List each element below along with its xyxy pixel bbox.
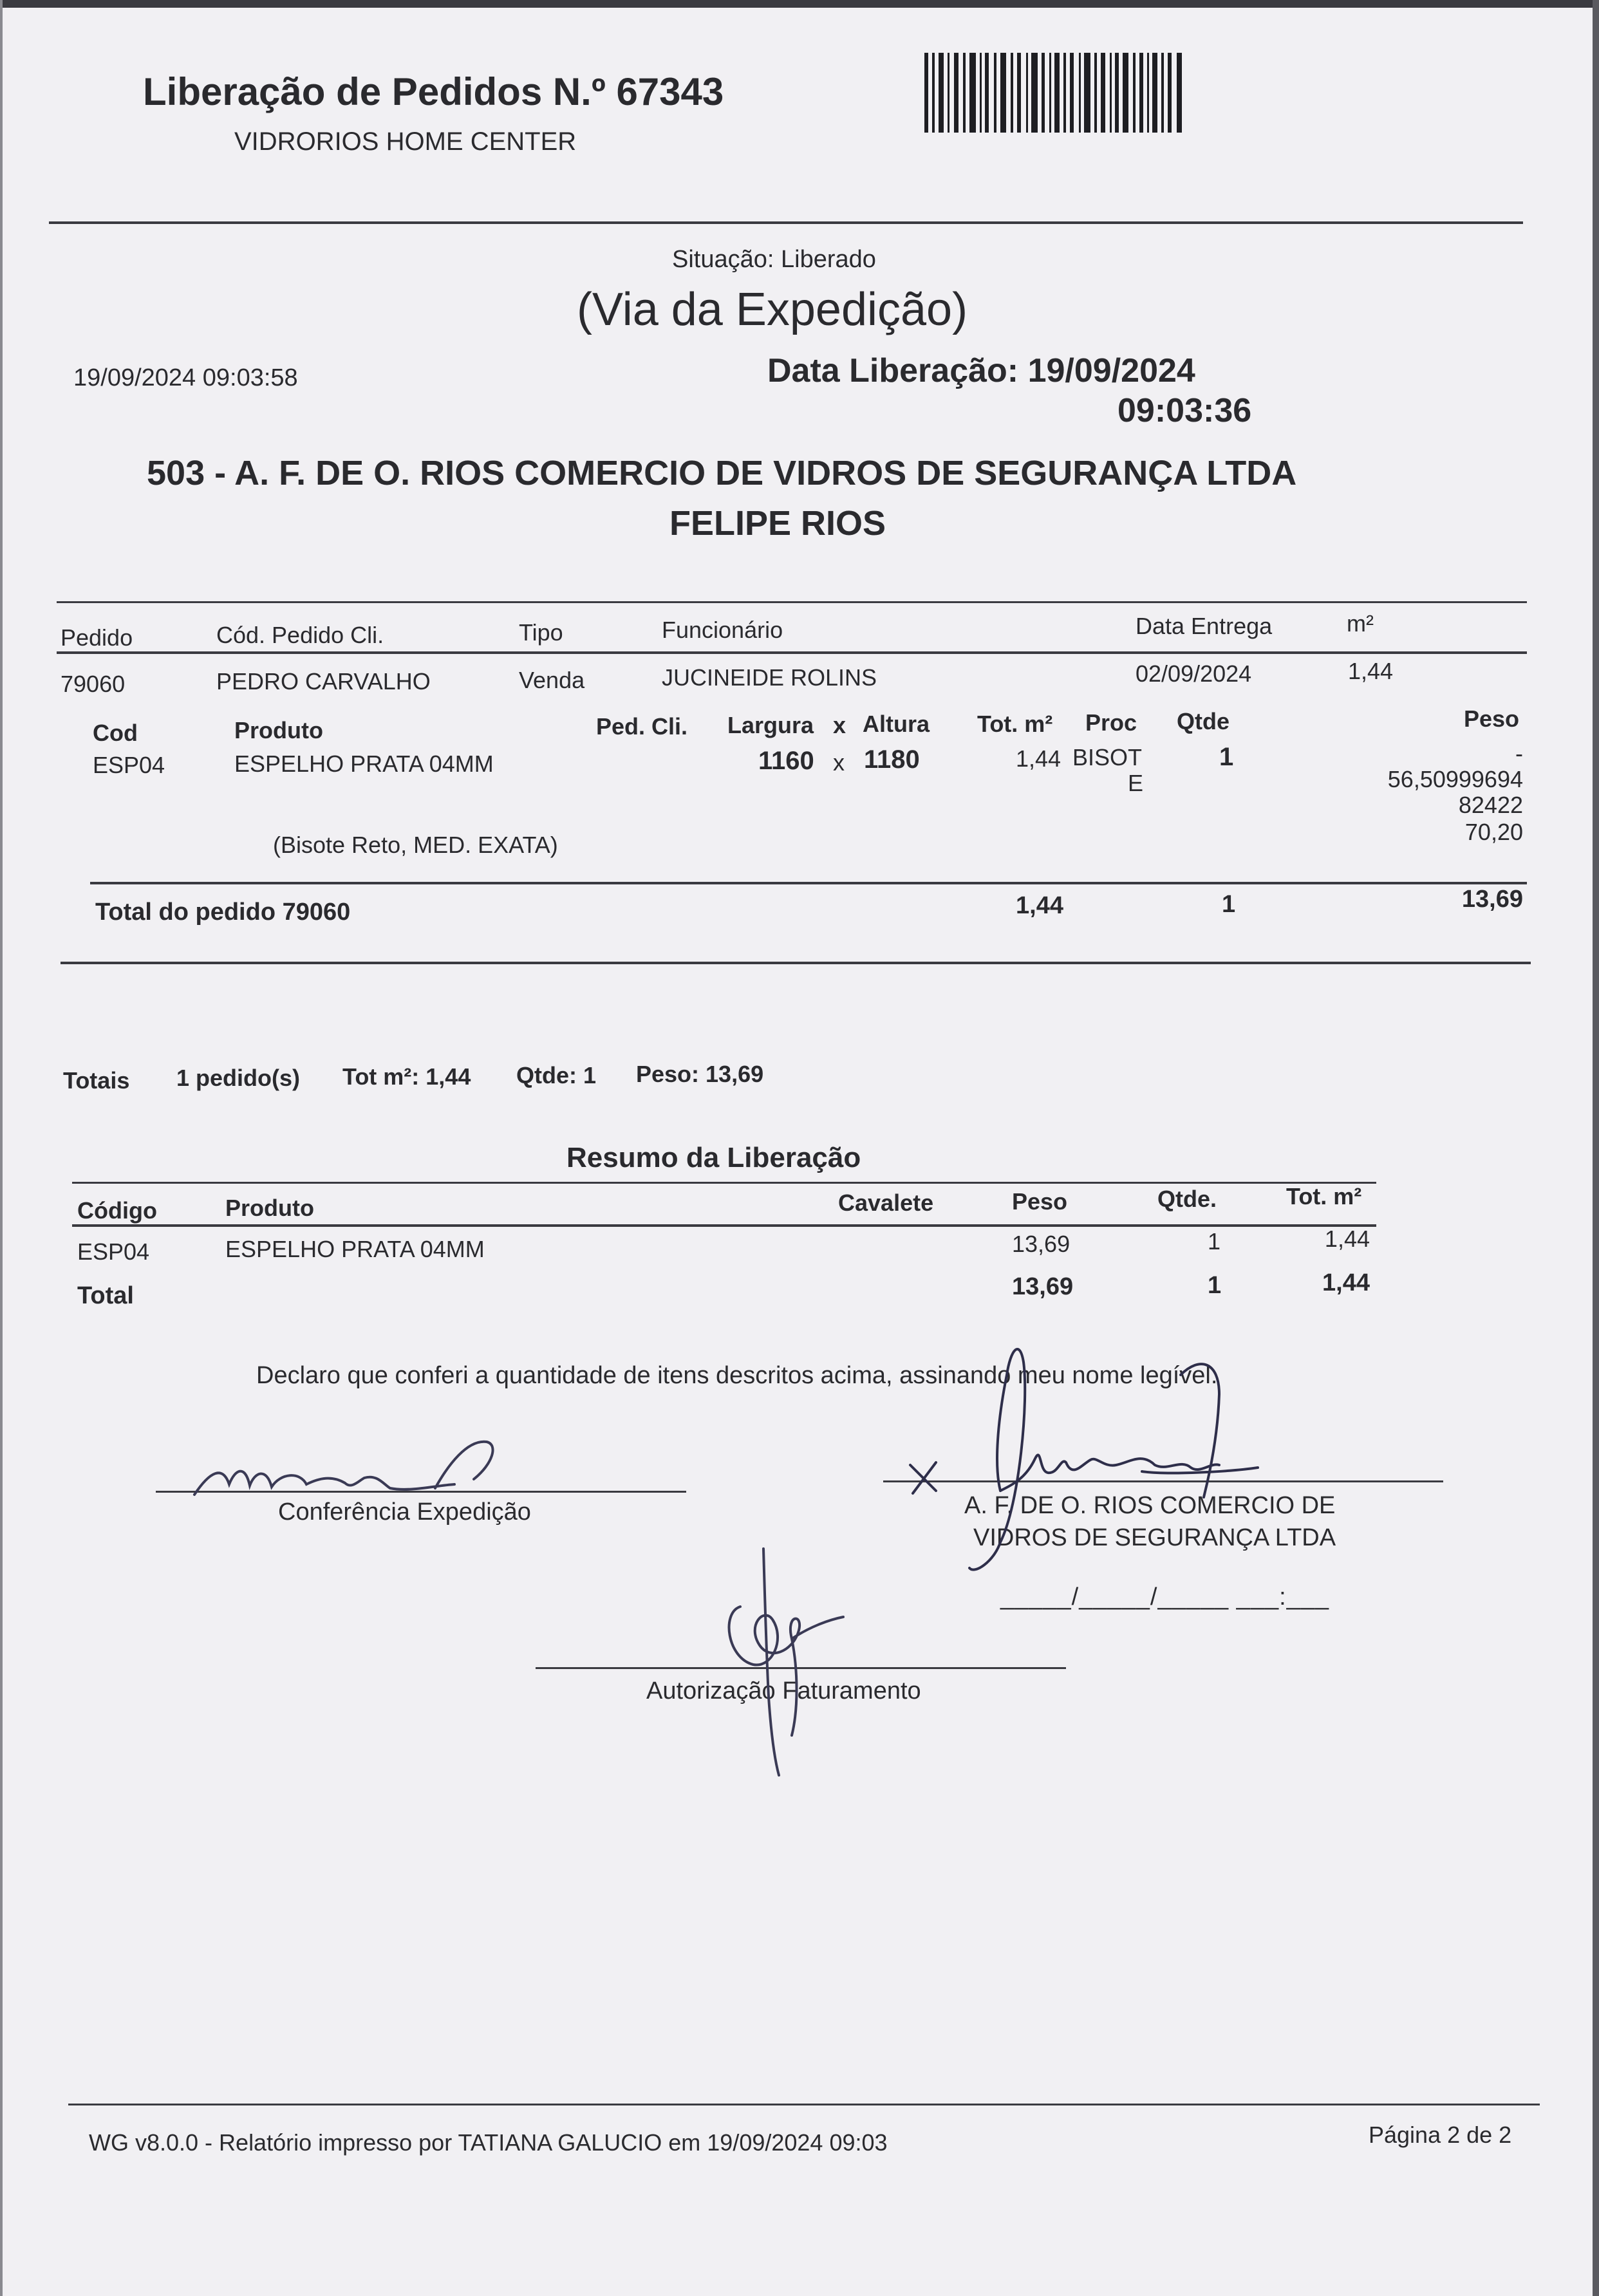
- order-header-pedido: Pedido: [61, 624, 133, 651]
- barcode-image: [924, 53, 1182, 133]
- summary-row-qtde: 1: [1208, 1228, 1221, 1255]
- summary-total-label: Total: [77, 1282, 134, 1309]
- order-table-header-rule: [57, 651, 1527, 654]
- item-peso-line3: 82422: [1458, 792, 1523, 818]
- summary-row-codigo: ESP04: [77, 1238, 150, 1265]
- order-row-funcionario: JUCINEIDE ROLINS: [662, 664, 877, 691]
- items-header-altura: Altura: [863, 711, 930, 737]
- order-row-pedido: 79060: [61, 671, 126, 697]
- order-header-funcionario: Funcionário: [662, 617, 783, 643]
- autorizacao-label: Autorização Faturamento: [646, 1677, 921, 1704]
- client-signature-name-line1: A. F. DE O. RIOS COMERCIO DE: [964, 1492, 1336, 1519]
- summary-total-qtde: 1: [1208, 1272, 1222, 1299]
- item-altura: 1180: [864, 745, 920, 774]
- item-qtde: 1: [1219, 743, 1234, 771]
- summary-header-produto: Produto: [225, 1195, 314, 1221]
- conferencia-label: Conferência Expedição: [278, 1498, 531, 1526]
- order-table-top-rule: [57, 601, 1527, 603]
- item-note: (Bisote Reto, MED. EXATA): [273, 832, 558, 858]
- header-divider: [49, 221, 1523, 224]
- order-header-cod-pedido-cli: Cód. Pedido Cli.: [216, 622, 384, 648]
- client-signature-name-line2: VIDROS DE SEGURANÇA LTDA: [973, 1524, 1336, 1551]
- totals-peso: Peso: 13,69: [636, 1061, 764, 1087]
- totals-tot-m2: Tot m²: 1,44: [342, 1063, 471, 1090]
- summary-title: Resumo da Liberação: [566, 1142, 861, 1173]
- totals-qtde: Qtde: 1: [516, 1062, 597, 1088]
- conferencia-signature-image: [191, 1433, 525, 1504]
- item-largura: 1160: [758, 747, 814, 775]
- document-title: Liberação de Pedidos N.º 67343: [143, 70, 724, 113]
- footer-print-info: WG v8.0.0 - Relatório impresso por TATIANA GALUCIO em 19/09/2024 09:03: [89, 2129, 888, 2156]
- order-row-cod-pedido-cli: PEDRO CARVALHO: [216, 668, 431, 695]
- order-total-qtde: 1: [1222, 891, 1236, 918]
- order-header-data-entrega: Data Entrega: [1136, 613, 1273, 639]
- items-header-proc: Proc: [1085, 709, 1137, 736]
- item-peso-line1: -: [1515, 740, 1523, 767]
- release-time: 09:03:36: [1117, 392, 1252, 429]
- client-contact: FELIPE RIOS: [669, 504, 886, 543]
- summary-header-qtde: Qtde.: [1157, 1186, 1217, 1212]
- items-header-tot-m2: Tot. m²: [977, 711, 1053, 737]
- order-total-label: Total do pedido 79060: [95, 899, 351, 926]
- order-total-m2: 1,44: [1016, 892, 1063, 919]
- autorizacao-signature-image: [702, 1542, 869, 1780]
- order-row-data-entrega: 02/09/2024: [1136, 660, 1252, 687]
- footer-rule: [68, 2104, 1540, 2105]
- client-signature-image: [897, 1336, 1284, 1581]
- scan-edge-top: [0, 0, 1599, 8]
- items-header-peso: Peso: [1464, 705, 1520, 732]
- summary-top-rule: [72, 1182, 1376, 1184]
- item-x: x: [833, 749, 845, 776]
- item-produto: ESPELHO PRATA 04MM: [234, 751, 494, 777]
- items-header-largura: Largura: [727, 712, 814, 738]
- item-proc-line1: BISOT: [1072, 744, 1143, 770]
- totals-pedidos: 1 pedido(s): [176, 1065, 301, 1091]
- summary-header-cavalete: Cavalete: [838, 1190, 934, 1216]
- items-header-ped-cli: Ped. Cli.: [596, 713, 688, 740]
- item-proc-line2: E: [1128, 770, 1144, 796]
- date-time-blank: _____/_____/_____ ___:___: [1000, 1583, 1330, 1610]
- totals-label: Totais: [63, 1067, 130, 1094]
- summary-row-tot-m2: 1,44: [1324, 1226, 1370, 1252]
- order-total-peso: 13,69: [1461, 886, 1523, 913]
- company-name: VIDRORIOS HOME CENTER: [234, 127, 577, 156]
- order-row-m2: 1,44: [1348, 658, 1394, 684]
- summary-total-tot-m2: 1,44: [1322, 1269, 1370, 1296]
- summary-header-tot-m2: Tot. m²: [1286, 1183, 1362, 1209]
- summary-header-rule: [72, 1224, 1376, 1227]
- summary-row-produto: ESPELHO PRATA 04MM: [225, 1236, 485, 1262]
- section-divider: [61, 962, 1531, 964]
- items-header-qtde: Qtde: [1177, 708, 1230, 734]
- client-name: 503 - A. F. DE O. RIOS COMERCIO DE VIDROS DE SEGURANÇA LTDA: [147, 454, 1297, 492]
- printed-datetime: 19/09/2024 09:03:58: [73, 364, 298, 391]
- summary-header-codigo: Código: [77, 1197, 157, 1224]
- item-peso-line2: 56,50999694: [1387, 766, 1523, 792]
- release-date: Data Liberação: 19/09/2024: [767, 352, 1195, 389]
- summary-row-peso: 13,69: [1012, 1231, 1071, 1257]
- scan-edge-right: [1593, 0, 1599, 2296]
- items-total-rule: [90, 882, 1527, 884]
- item-cod: ESP04: [93, 752, 165, 778]
- order-header-m2: m²: [1347, 610, 1374, 637]
- items-header-produto: Produto: [234, 717, 323, 743]
- items-header-x: x: [833, 712, 846, 738]
- items-header-cod: Cod: [93, 720, 138, 746]
- order-row-tipo: Venda: [519, 667, 585, 693]
- declaration-text: Declaro que conferi a quantidade de itens descritos acima, assinando meu nome legível.: [256, 1362, 1218, 1389]
- page-number: Página 2 de 2: [1369, 2122, 1512, 2148]
- status-text: Situação: Liberado: [672, 246, 876, 273]
- scan-edge-left: [0, 0, 3, 2296]
- item-tot-m2: 1,44: [1016, 745, 1061, 772]
- summary-header-peso: Peso: [1012, 1188, 1068, 1215]
- via-title: (Via da Expedição): [577, 284, 968, 335]
- item-peso-line4: 70,20: [1464, 819, 1523, 845]
- summary-total-peso: 13,69: [1012, 1273, 1074, 1300]
- order-header-tipo: Tipo: [519, 619, 563, 646]
